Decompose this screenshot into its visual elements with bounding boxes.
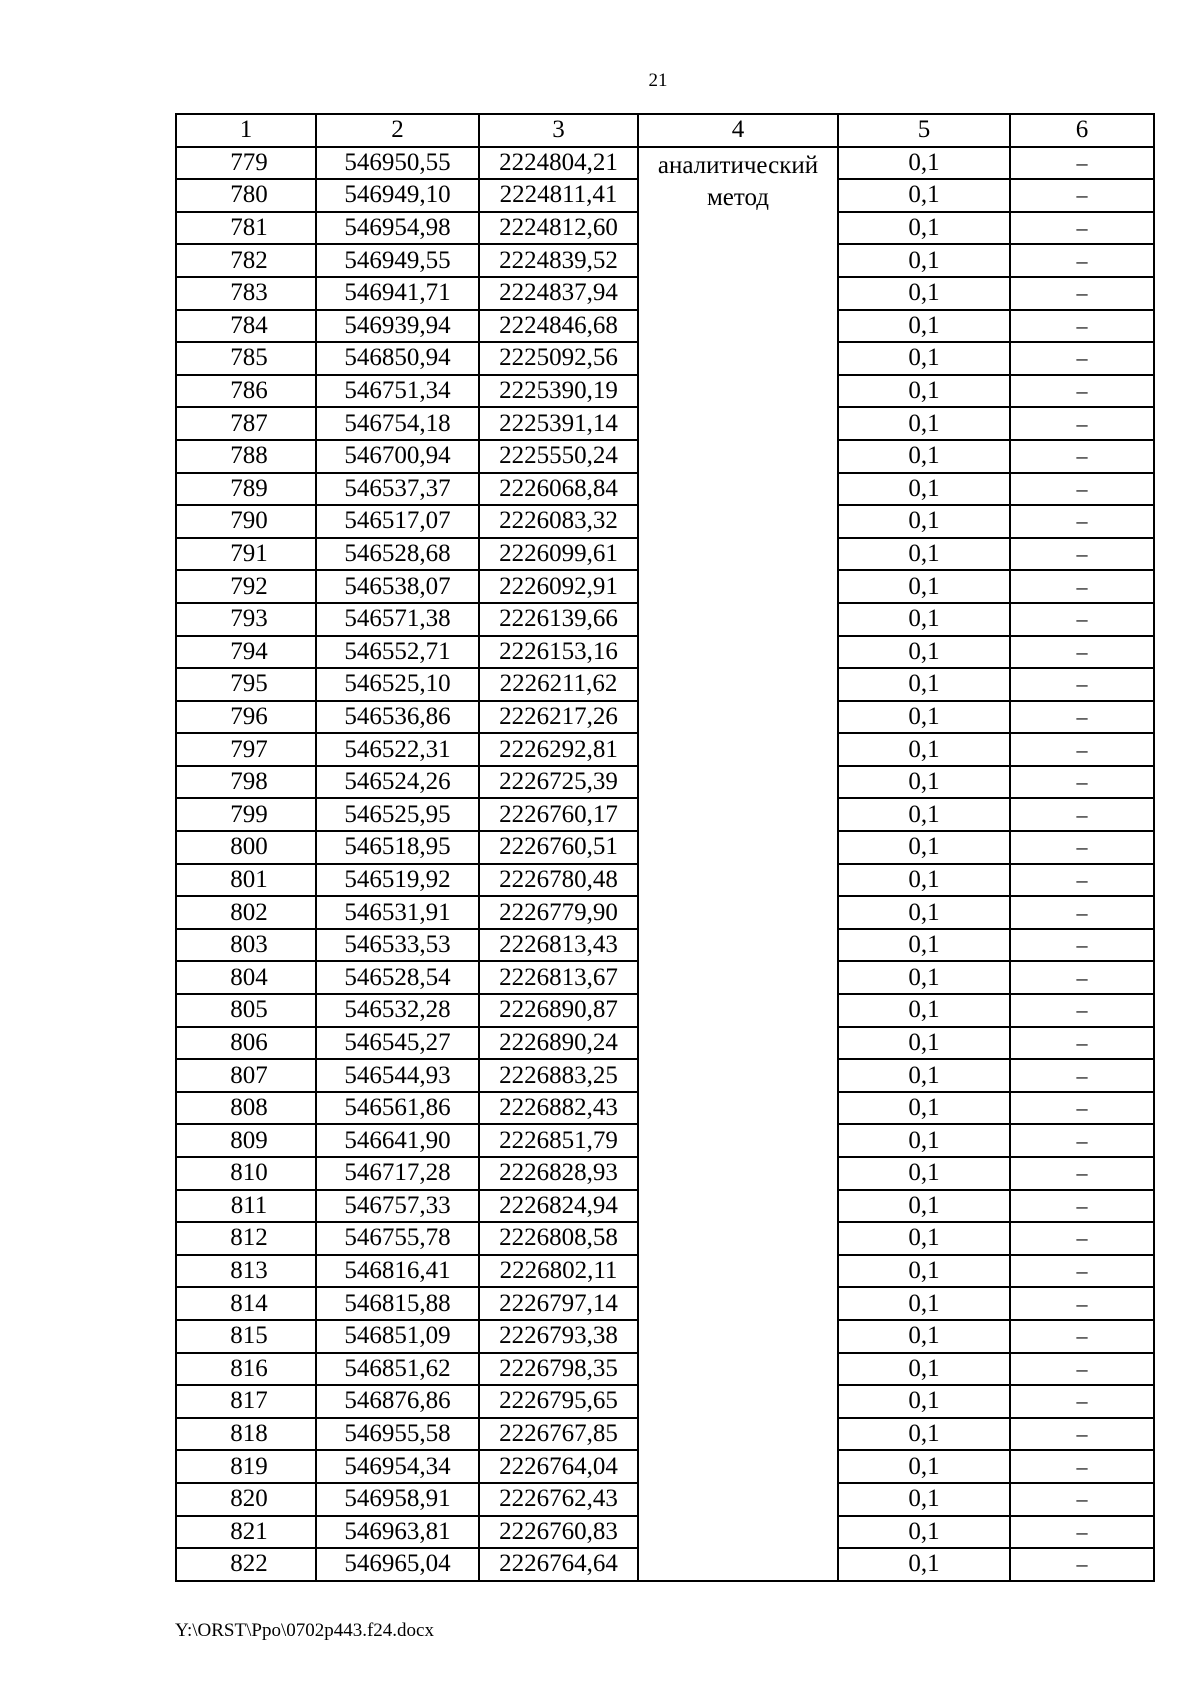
x-coordinate-cell: 546545,27 — [316, 1027, 479, 1060]
y-coordinate-cell: 2226217,26 — [479, 701, 638, 734]
description-cell: – — [1010, 1124, 1154, 1157]
y-coordinate-cell: 2226068,84 — [479, 473, 638, 506]
point-number-cell: 803 — [176, 929, 316, 962]
point-number-cell: 819 — [176, 1450, 316, 1483]
point-number-cell: 812 — [176, 1222, 316, 1255]
y-coordinate-cell: 2225390,19 — [479, 375, 638, 408]
x-coordinate-cell: 546816,41 — [316, 1255, 479, 1288]
x-coordinate-cell: 546537,37 — [316, 473, 479, 506]
column-header: 4 — [638, 114, 838, 147]
x-coordinate-cell: 546876,86 — [316, 1385, 479, 1418]
point-number-cell: 802 — [176, 896, 316, 929]
point-number-cell: 786 — [176, 375, 316, 408]
x-coordinate-cell: 546519,92 — [316, 864, 479, 897]
accuracy-cell: 0,1 — [838, 831, 1010, 864]
accuracy-cell: 0,1 — [838, 440, 1010, 473]
accuracy-cell: 0,1 — [838, 1353, 1010, 1386]
x-coordinate-cell: 546963,81 — [316, 1516, 479, 1549]
x-coordinate-cell: 546939,94 — [316, 310, 479, 343]
point-number-cell: 805 — [176, 994, 316, 1027]
x-coordinate-cell: 546531,91 — [316, 896, 479, 929]
method-cell — [638, 147, 838, 1581]
description-cell: – — [1010, 310, 1154, 343]
column-header: 1 — [176, 114, 316, 147]
method-text: аналитический метод — [657, 151, 819, 211]
accuracy-cell: 0,1 — [838, 1222, 1010, 1255]
description-cell: – — [1010, 994, 1154, 1027]
x-coordinate-cell: 546950,55 — [316, 147, 479, 180]
point-number-cell: 797 — [176, 733, 316, 766]
x-coordinate-cell: 546533,53 — [316, 929, 479, 962]
point-number-cell: 804 — [176, 961, 316, 994]
point-number-cell: 801 — [176, 864, 316, 897]
description-cell: – — [1010, 1353, 1154, 1386]
description-cell: – — [1010, 1516, 1154, 1549]
column-header: 5 — [838, 114, 1010, 147]
description-cell: – — [1010, 179, 1154, 212]
x-coordinate-cell: 546700,94 — [316, 440, 479, 473]
description-cell: – — [1010, 570, 1154, 603]
point-number-cell: 816 — [176, 1353, 316, 1386]
y-coordinate-cell: 2226211,62 — [479, 668, 638, 701]
x-coordinate-cell: 546751,34 — [316, 375, 479, 408]
accuracy-cell: 0,1 — [838, 342, 1010, 375]
y-coordinate-cell: 2226780,48 — [479, 864, 638, 897]
point-number-cell: 822 — [176, 1548, 316, 1581]
point-number-cell: 791 — [176, 538, 316, 571]
y-coordinate-cell: 2226793,38 — [479, 1320, 638, 1353]
x-coordinate-cell: 546955,58 — [316, 1418, 479, 1451]
y-coordinate-cell: 2226092,91 — [479, 570, 638, 603]
x-coordinate-cell: 546641,90 — [316, 1124, 479, 1157]
y-coordinate-cell: 2226760,17 — [479, 798, 638, 831]
description-cell: – — [1010, 375, 1154, 408]
description-cell: – — [1010, 864, 1154, 897]
description-cell: – — [1010, 1320, 1154, 1353]
point-number-cell: 807 — [176, 1059, 316, 1092]
y-coordinate-cell: 2226828,93 — [479, 1157, 638, 1190]
accuracy-cell: 0,1 — [838, 179, 1010, 212]
point-number-cell: 785 — [176, 342, 316, 375]
description-cell: – — [1010, 212, 1154, 245]
x-coordinate-cell: 546561,86 — [316, 1092, 479, 1125]
point-number-cell: 794 — [176, 636, 316, 669]
description-cell: – — [1010, 538, 1154, 571]
point-number-cell: 806 — [176, 1027, 316, 1060]
x-coordinate-cell: 546525,95 — [316, 798, 479, 831]
y-coordinate-cell: 2226139,66 — [479, 603, 638, 636]
description-cell: – — [1010, 277, 1154, 310]
description-cell: – — [1010, 766, 1154, 799]
x-coordinate-cell: 546528,68 — [316, 538, 479, 571]
point-number-cell: 800 — [176, 831, 316, 864]
y-coordinate-cell: 2226813,67 — [479, 961, 638, 994]
accuracy-cell: 0,1 — [838, 636, 1010, 669]
y-coordinate-cell: 2225550,24 — [479, 440, 638, 473]
x-coordinate-cell: 546757,33 — [316, 1190, 479, 1223]
description-cell: – — [1010, 603, 1154, 636]
x-coordinate-cell: 546518,95 — [316, 831, 479, 864]
x-coordinate-cell: 546517,07 — [316, 505, 479, 538]
point-number-cell: 811 — [176, 1190, 316, 1223]
point-number-cell: 821 — [176, 1516, 316, 1549]
x-coordinate-cell: 546717,28 — [316, 1157, 479, 1190]
y-coordinate-cell: 2226802,11 — [479, 1255, 638, 1288]
point-number-cell: 782 — [176, 244, 316, 277]
x-coordinate-cell: 546958,91 — [316, 1483, 479, 1516]
accuracy-cell: 0,1 — [838, 766, 1010, 799]
point-number-cell: 815 — [176, 1320, 316, 1353]
description-cell: – — [1010, 1027, 1154, 1060]
point-number-cell: 810 — [176, 1157, 316, 1190]
description-cell: – — [1010, 1255, 1154, 1288]
accuracy-cell: 0,1 — [838, 1059, 1010, 1092]
y-coordinate-cell: 2226795,65 — [479, 1385, 638, 1418]
description-cell: – — [1010, 961, 1154, 994]
point-number-cell: 799 — [176, 798, 316, 831]
accuracy-cell: 0,1 — [838, 1027, 1010, 1060]
point-number-cell: 790 — [176, 505, 316, 538]
x-coordinate-cell: 546552,71 — [316, 636, 479, 669]
accuracy-cell: 0,1 — [838, 1124, 1010, 1157]
point-number-cell: 818 — [176, 1418, 316, 1451]
point-number-cell: 813 — [176, 1255, 316, 1288]
point-number-cell: 820 — [176, 1483, 316, 1516]
description-cell: – — [1010, 1548, 1154, 1581]
y-coordinate-cell: 2225391,14 — [479, 407, 638, 440]
y-coordinate-cell: 2226890,87 — [479, 994, 638, 1027]
y-coordinate-cell: 2224804,21 — [479, 147, 638, 180]
description-cell: – — [1010, 1385, 1154, 1418]
accuracy-cell: 0,1 — [838, 896, 1010, 929]
y-coordinate-cell: 2226764,64 — [479, 1548, 638, 1581]
accuracy-cell: 0,1 — [838, 1548, 1010, 1581]
description-cell: – — [1010, 733, 1154, 766]
point-number-cell: 781 — [176, 212, 316, 245]
description-cell: – — [1010, 1222, 1154, 1255]
y-coordinate-cell: 2224846,68 — [479, 310, 638, 343]
accuracy-cell: 0,1 — [838, 1320, 1010, 1353]
y-coordinate-cell: 2226813,43 — [479, 929, 638, 962]
accuracy-cell: 0,1 — [838, 570, 1010, 603]
point-number-cell: 789 — [176, 473, 316, 506]
description-cell: – — [1010, 505, 1154, 538]
point-number-cell: 798 — [176, 766, 316, 799]
footer-file-path: Y:\ORST\Ppo\0702p443.f24.docx — [175, 1620, 434, 1641]
x-coordinate-cell: 546532,28 — [316, 994, 479, 1027]
accuracy-cell: 0,1 — [838, 277, 1010, 310]
description-cell: – — [1010, 1059, 1154, 1092]
description-cell: – — [1010, 1418, 1154, 1451]
point-number-cell: 795 — [176, 668, 316, 701]
point-number-cell: 784 — [176, 310, 316, 343]
accuracy-cell: 0,1 — [838, 603, 1010, 636]
x-coordinate-cell: 546528,54 — [316, 961, 479, 994]
point-number-cell: 808 — [176, 1092, 316, 1125]
description-cell: – — [1010, 473, 1154, 506]
table-row — [176, 147, 1154, 180]
y-coordinate-cell: 2224837,94 — [479, 277, 638, 310]
point-number-cell: 792 — [176, 570, 316, 603]
y-coordinate-cell: 2226760,51 — [479, 831, 638, 864]
point-number-cell: 793 — [176, 603, 316, 636]
x-coordinate-cell: 546965,04 — [316, 1548, 479, 1581]
accuracy-cell: 0,1 — [838, 733, 1010, 766]
y-coordinate-cell: 2226292,81 — [479, 733, 638, 766]
accuracy-cell: 0,1 — [838, 1092, 1010, 1125]
accuracy-cell: 0,1 — [838, 244, 1010, 277]
accuracy-cell: 0,1 — [838, 929, 1010, 962]
x-coordinate-cell: 546949,10 — [316, 179, 479, 212]
x-coordinate-cell: 546538,07 — [316, 570, 479, 603]
x-coordinate-cell: 546851,09 — [316, 1320, 479, 1353]
point-number-cell: 788 — [176, 440, 316, 473]
accuracy-cell: 0,1 — [838, 961, 1010, 994]
description-cell: – — [1010, 1092, 1154, 1125]
description-cell: – — [1010, 831, 1154, 864]
description-cell: – — [1010, 636, 1154, 669]
accuracy-cell: 0,1 — [838, 1385, 1010, 1418]
coordinates-table — [175, 113, 1155, 1582]
accuracy-cell: 0,1 — [838, 212, 1010, 245]
point-number-cell: 780 — [176, 179, 316, 212]
accuracy-cell: 0,1 — [838, 1255, 1010, 1288]
x-coordinate-cell: 546850,94 — [316, 342, 479, 375]
y-coordinate-cell: 2226851,79 — [479, 1124, 638, 1157]
accuracy-cell: 0,1 — [838, 1450, 1010, 1483]
table-body — [176, 147, 1154, 1581]
y-coordinate-cell: 2226808,58 — [479, 1222, 638, 1255]
column-header: 3 — [479, 114, 638, 147]
accuracy-cell: 0,1 — [838, 407, 1010, 440]
description-cell: – — [1010, 244, 1154, 277]
x-coordinate-cell: 546522,31 — [316, 733, 479, 766]
accuracy-cell: 0,1 — [838, 1483, 1010, 1516]
description-cell: – — [1010, 701, 1154, 734]
y-coordinate-cell: 2226725,39 — [479, 766, 638, 799]
x-coordinate-cell: 546949,55 — [316, 244, 479, 277]
column-header: 2 — [316, 114, 479, 147]
page-number: 21 — [648, 70, 668, 91]
y-coordinate-cell: 2224811,41 — [479, 179, 638, 212]
y-coordinate-cell: 2226883,25 — [479, 1059, 638, 1092]
point-number-cell: 787 — [176, 407, 316, 440]
point-number-cell: 796 — [176, 701, 316, 734]
y-coordinate-cell: 2226798,35 — [479, 1353, 638, 1386]
description-cell: – — [1010, 1450, 1154, 1483]
y-coordinate-cell: 2226083,32 — [479, 505, 638, 538]
description-cell: – — [1010, 929, 1154, 962]
x-coordinate-cell: 546525,10 — [316, 668, 479, 701]
x-coordinate-cell: 546815,88 — [316, 1287, 479, 1320]
x-coordinate-cell: 546755,78 — [316, 1222, 479, 1255]
accuracy-cell: 0,1 — [838, 538, 1010, 571]
y-coordinate-cell: 2226767,85 — [479, 1418, 638, 1451]
accuracy-cell: 0,1 — [838, 864, 1010, 897]
description-cell: – — [1010, 1287, 1154, 1320]
description-cell: – — [1010, 1190, 1154, 1223]
point-number-cell: 783 — [176, 277, 316, 310]
accuracy-cell: 0,1 — [838, 1516, 1010, 1549]
point-number-cell: 814 — [176, 1287, 316, 1320]
point-number-cell: 817 — [176, 1385, 316, 1418]
x-coordinate-cell: 546941,71 — [316, 277, 479, 310]
description-cell: – — [1010, 1157, 1154, 1190]
description-cell: – — [1010, 440, 1154, 473]
x-coordinate-cell: 546544,93 — [316, 1059, 479, 1092]
description-cell: – — [1010, 896, 1154, 929]
y-coordinate-cell: 2224812,60 — [479, 212, 638, 245]
y-coordinate-cell: 2226779,90 — [479, 896, 638, 929]
accuracy-cell: 0,1 — [838, 1190, 1010, 1223]
accuracy-cell: 0,1 — [838, 473, 1010, 506]
y-coordinate-cell: 2224839,52 — [479, 244, 638, 277]
description-cell: – — [1010, 407, 1154, 440]
description-cell: – — [1010, 668, 1154, 701]
accuracy-cell: 0,1 — [838, 1287, 1010, 1320]
x-coordinate-cell: 546571,38 — [316, 603, 479, 636]
point-number-cell: 809 — [176, 1124, 316, 1157]
accuracy-cell: 0,1 — [838, 310, 1010, 343]
x-coordinate-cell: 546954,34 — [316, 1450, 479, 1483]
description-cell: – — [1010, 798, 1154, 831]
y-coordinate-cell: 2226760,83 — [479, 1516, 638, 1549]
accuracy-cell: 0,1 — [838, 1157, 1010, 1190]
accuracy-cell: 0,1 — [838, 1418, 1010, 1451]
x-coordinate-cell: 546954,98 — [316, 212, 479, 245]
y-coordinate-cell: 2226764,04 — [479, 1450, 638, 1483]
accuracy-cell: 0,1 — [838, 375, 1010, 408]
y-coordinate-cell: 2226099,61 — [479, 538, 638, 571]
description-cell: – — [1010, 147, 1154, 180]
x-coordinate-cell: 546524,26 — [316, 766, 479, 799]
y-coordinate-cell: 2225092,56 — [479, 342, 638, 375]
description-cell: – — [1010, 1483, 1154, 1516]
y-coordinate-cell: 2226890,24 — [479, 1027, 638, 1060]
accuracy-cell: 0,1 — [838, 147, 1010, 180]
accuracy-cell: 0,1 — [838, 505, 1010, 538]
accuracy-cell: 0,1 — [838, 701, 1010, 734]
table-header-row — [176, 114, 1154, 147]
x-coordinate-cell: 546754,18 — [316, 407, 479, 440]
y-coordinate-cell: 2226797,14 — [479, 1287, 638, 1320]
y-coordinate-cell: 2226882,43 — [479, 1092, 638, 1125]
point-number-cell: 779 — [176, 147, 316, 180]
y-coordinate-cell: 2226762,43 — [479, 1483, 638, 1516]
accuracy-cell: 0,1 — [838, 668, 1010, 701]
description-cell: – — [1010, 342, 1154, 375]
column-header: 6 — [1010, 114, 1154, 147]
accuracy-cell: 0,1 — [838, 994, 1010, 1027]
y-coordinate-cell: 2226153,16 — [479, 636, 638, 669]
accuracy-cell: 0,1 — [838, 798, 1010, 831]
x-coordinate-cell: 546851,62 — [316, 1353, 479, 1386]
y-coordinate-cell: 2226824,94 — [479, 1190, 638, 1223]
x-coordinate-cell: 546536,86 — [316, 701, 479, 734]
